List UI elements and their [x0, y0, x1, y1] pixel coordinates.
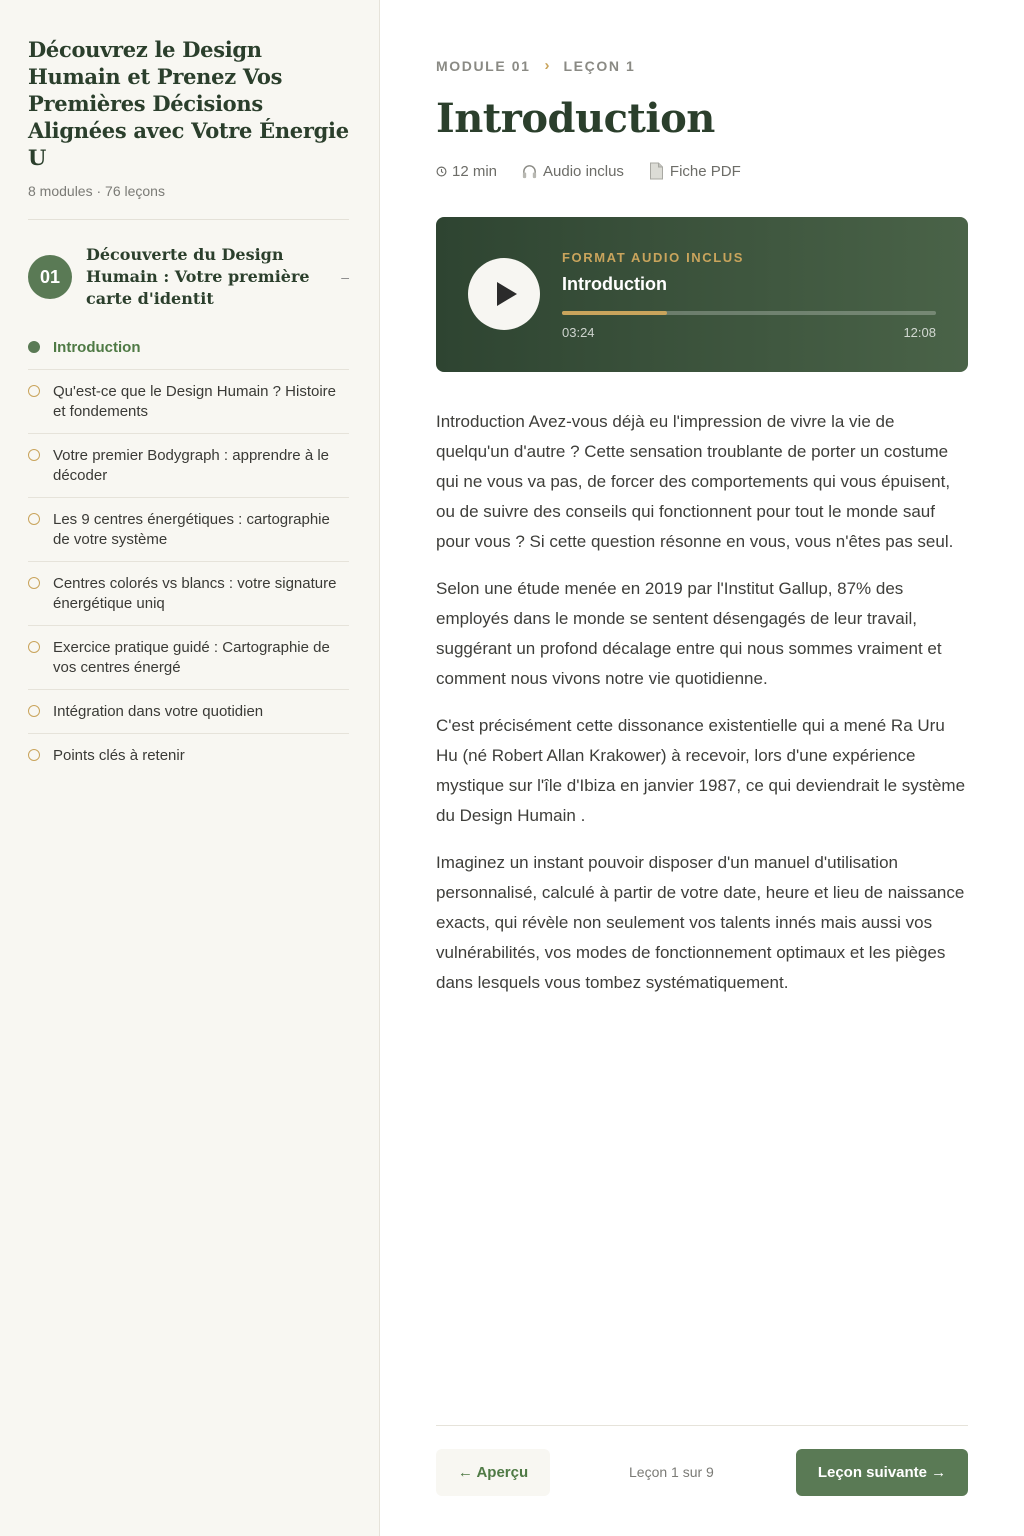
- previous-button[interactable]: ← Aperçu: [436, 1449, 550, 1496]
- lesson-label: Points clés à retenir: [53, 747, 185, 764]
- lesson-meta: [436, 162, 765, 180]
- audio-meta: [521, 163, 624, 180]
- document-icon: [648, 162, 665, 180]
- lesson-list: [28, 326, 349, 777]
- collapse-icon[interactable]: –: [341, 269, 349, 285]
- content-paragraph: Selon une étude menée en 2019 par l'Institut Gallup, 87% des employés dans le monde se sentent désengagés de leur travail, suggérant un profond décalage entre qui nous sommes vraiment et comment nous vivons notre vie quotidienne.: [436, 579, 942, 688]
- lesson-item-integration[interactable]: [28, 690, 349, 734]
- lesson-pager: Leçon 1 sur 9: [629, 1464, 714, 1480]
- audio-text: Audio inclus: [543, 162, 624, 180]
- lesson-status-dot-icon: [28, 513, 40, 525]
- lesson-item-histoire[interactable]: [28, 370, 349, 434]
- clock-icon: [436, 166, 447, 177]
- sidebar-divider: [28, 219, 349, 220]
- current-time: 03:24: [562, 325, 595, 340]
- audio-title: Introduction: [562, 274, 667, 294]
- lesson-main: [436, 0, 968, 1536]
- next-lesson-button[interactable]: Leçon suivante →: [796, 1449, 968, 1496]
- play-button[interactable]: [468, 258, 540, 330]
- audio-progress-fill: [562, 311, 667, 315]
- pdf-meta[interactable]: [648, 162, 741, 180]
- pdf-text: Fiche PDF: [669, 162, 741, 180]
- lesson-label: Les 9 centres énergétiques : cartographie de votre système: [53, 511, 330, 548]
- module-header[interactable]: [28, 244, 349, 310]
- lesson-item-exercice[interactable]: [28, 626, 349, 690]
- lesson-status-dot-icon: [28, 749, 40, 761]
- lesson-status-dot-icon: [28, 577, 40, 589]
- breadcrumb-module[interactable]: MODULE 01: [436, 57, 531, 74]
- content-paragraph: C'est précisément cette dissonance existentielle qui a mené Ra Uru Hu (né Robert Allan Krakower) à recevoir, lors d'une expérience mystique sur l'île d'Ibiza en janvier 1987, ce qui deviendrait le système du Design Humain .: [436, 716, 966, 825]
- lesson-status-dot-icon: [28, 385, 40, 397]
- lesson-status-dot-icon: [28, 705, 40, 717]
- content-paragraph: Imaginez un instant pouvoir disposer d'un manuel d'utilisation personnalisé, calculé à partir de votre date, heure et lieu de naissance exacts, qui révèle non seulement vos talents innés mais aussi vos vulnérabilités, vos modes de fonctionnement optimaux et les pièges dans lesquels vous tombez systématiquement.: [436, 853, 965, 992]
- lesson-status-dot-icon: [28, 641, 40, 653]
- headphones-icon: [521, 163, 538, 180]
- duration-meta: [436, 163, 497, 180]
- lesson-label: Intégration dans votre quotidien: [53, 703, 264, 720]
- chevron-right-icon: ›: [544, 57, 550, 74]
- total-time: 12:08: [903, 325, 936, 340]
- audio-progress-bar[interactable]: [562, 311, 936, 315]
- lesson-label: Qu'est-ce que le Design Humain ? Histoire et fondements: [53, 383, 336, 420]
- lesson-item-centres[interactable]: [28, 498, 349, 562]
- module-title: Découverte du Design Humain : Votre première carte d'identit: [86, 245, 310, 308]
- content-paragraph: Introduction Avez-vous déjà eu l'impression de vivre la vie de quelqu'un d'autre ? Cette sensation troublante de porter un costume qui ne vous va pas, de forcer des comportements qui vous épuisent, ou de suivre des conseils qui fonctionnent pour tout le monde sauf pour vous ? Si cette question résonne en vous, vous n'êtes pas seul.: [436, 412, 954, 551]
- lesson-label: Exercice pratique guidé : Cartographie de vos centres énergé: [53, 639, 330, 676]
- lesson-item-points-cles[interactable]: [28, 734, 349, 777]
- lesson-label: Introduction: [53, 339, 141, 356]
- duration-text: 12 min: [452, 162, 498, 180]
- course-sidebar: [0, 0, 380, 1536]
- footer-divider: [436, 1425, 968, 1426]
- course-meta: 8 modules · 76 leçons: [28, 183, 165, 199]
- breadcrumb: [436, 57, 635, 74]
- lesson-item-introduction[interactable]: [28, 326, 349, 370]
- lesson-label: Votre premier Bodygraph : apprendre à le décoder: [53, 447, 329, 484]
- audio-player: [436, 217, 968, 372]
- lesson-item-colores[interactable]: [28, 562, 349, 626]
- module-number-badge: 01: [28, 255, 72, 299]
- lesson-item-bodygraph[interactable]: [28, 434, 349, 498]
- lesson-label: Centres colorés vs blancs : votre signature énergétique uniq: [53, 575, 337, 612]
- breadcrumb-lesson: LEÇON 1: [563, 57, 636, 74]
- audio-format-label: FORMAT AUDIO INCLUS: [562, 250, 745, 265]
- course-title: Découvrez le Design Humain et Prenez Vos Premières Décisions Alignées avec Votre Énergie U: [28, 37, 349, 170]
- lesson-content: [436, 407, 968, 1015]
- lesson-status-dot-icon: [28, 341, 40, 353]
- lesson-status-dot-icon: [28, 449, 40, 461]
- page-title: Introduction: [436, 95, 715, 142]
- play-icon: [497, 282, 517, 306]
